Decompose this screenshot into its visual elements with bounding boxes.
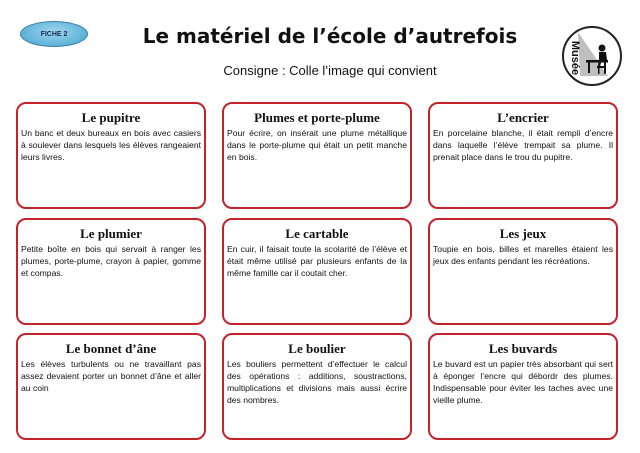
- card-plumes: [222, 102, 412, 209]
- card-text: Toupie en bois, billes et marelles étaient les jeux des enfants pendant les récréations.: [433, 244, 613, 266]
- card-title: Le boulier: [288, 341, 346, 356]
- card-plumier: [16, 218, 206, 325]
- card-text: Pour écrire, on insérait une plume métallique dans le porte-plume qui était un petit manche en bois.: [227, 128, 407, 162]
- card-title: Le bonnet d’âne: [65, 341, 157, 356]
- page-subtitle: Consigne : Colle l’image qui convient: [223, 63, 437, 78]
- page-title: Le matériel de l’école d’autrefois: [142, 24, 518, 48]
- card-text: Les élèves turbulents ou ne travaillant pas assez devaient porter un bonnet d’âne et aller au coin: [21, 359, 201, 393]
- card-title: Le cartable: [285, 226, 349, 241]
- fiche-badge-label: FICHE 2: [40, 30, 68, 38]
- card-cartable: [222, 218, 412, 325]
- card-text: Les bouliers permettent d’effectuer le calcul des opérations : additions, soustractions, multiplications et divisions mais aussi écrire des nombres.: [227, 359, 407, 405]
- card-title: Le pupitre: [81, 110, 141, 125]
- fiche-badge: [20, 21, 88, 47]
- card-title: L’encrier: [497, 110, 549, 125]
- card-title: Plumes et porte-plume: [254, 110, 380, 125]
- musee-logo: [558, 18, 622, 94]
- card-encrier: [428, 102, 618, 209]
- card-text: Un banc et deux bureaux en bois avec casiers à soulever dans lesquels les élèves rangeaient leurs livres.: [21, 128, 201, 162]
- card-text: Petite boîte en bois qui servait à ranger les plumes, porte-plume, crayon à papier, gomme et compas.: [21, 244, 201, 278]
- card-title: Les jeux: [499, 226, 547, 241]
- card-jeux: [428, 218, 618, 325]
- card-pupitre: [16, 102, 206, 209]
- card-text: En cuir, il faisait toute la scolarité de l’élève et était même utilisé par plusieurs enfants de la même famille car il coutait cher.: [227, 244, 407, 278]
- card-bonnet-ane: [16, 333, 206, 440]
- card-buvards: [428, 333, 618, 440]
- card-title: Les buvards: [488, 341, 558, 356]
- card-title: Le plumier: [80, 226, 142, 241]
- card-boulier: [222, 333, 412, 440]
- musee-logo-text: [569, 41, 581, 75]
- svg-text:Musée: Musée: [569, 40, 581, 76]
- card-text: Le buvard est un papier très absorbant qui sert à éponger l’encre qui débordr des plumes. Indispensable pour éviter les taches avec une vieille plume.: [433, 359, 613, 405]
- card-text: En porcelaine blanche, il était rempli d’encre dans laquelle l’élève trempait sa plume. Il prenait place dans le trou du pupitre.: [433, 128, 613, 162]
